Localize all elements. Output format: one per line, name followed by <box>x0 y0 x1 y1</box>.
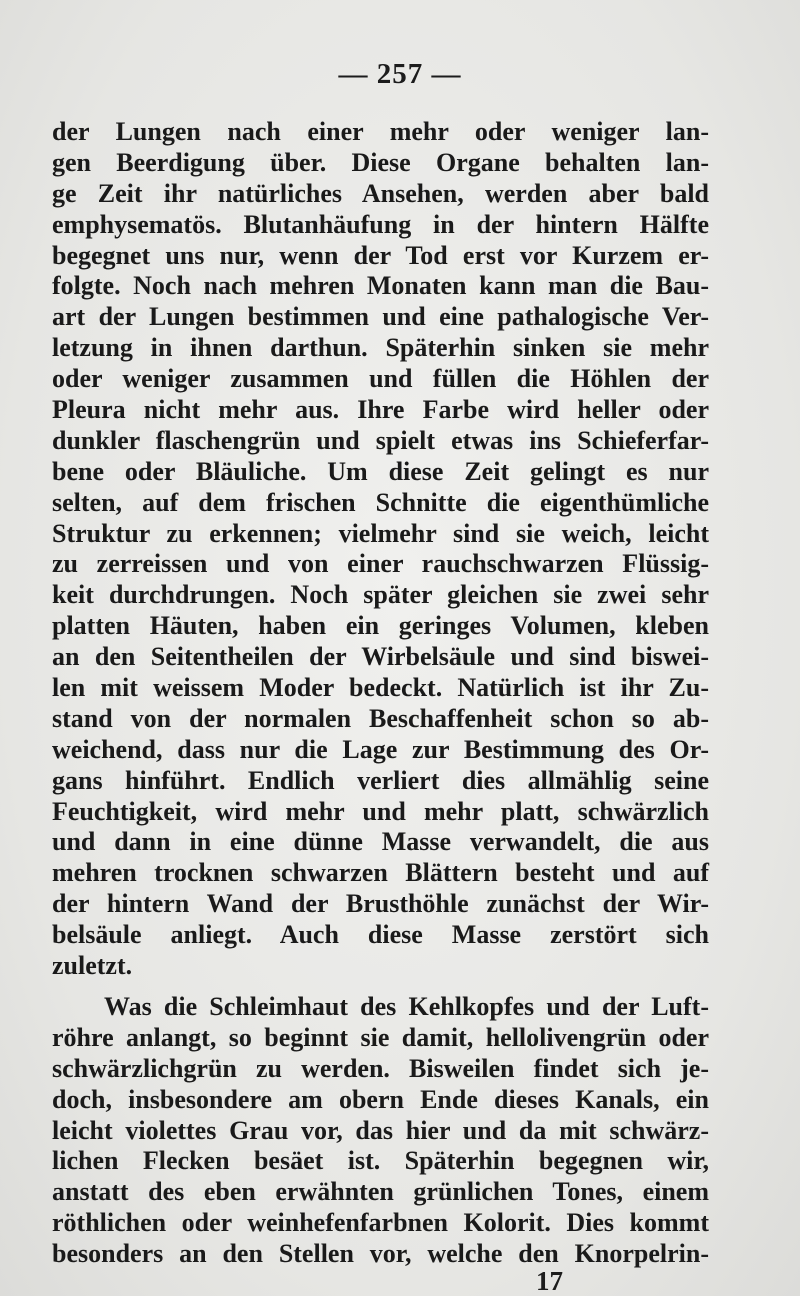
paragraph-1 <box>52 117 709 982</box>
text-line: dunkler flaschengrün und spielt etwas ins Schieferfar- <box>52 425 709 455</box>
text-line: oder weniger zusammen und füllen die Höhlen der <box>52 364 709 394</box>
text-line: letzung in ihnen darthun. Späterhin sinken sie mehr <box>52 333 709 363</box>
page-number: — 257 — <box>338 58 462 90</box>
text-line: Struktur zu erkennen; vielmehr sind sie weich, leicht <box>52 518 709 548</box>
text-line: begegnet uns nur, wenn der Tod erst vor Kurzem er- <box>52 240 709 270</box>
text-line: an den Seitentheilen der Wirbelsäule und sind biswei- <box>52 642 709 672</box>
text-line: der Lungen nach einer mehr oder weniger lan- <box>52 117 709 146</box>
text-line: der hintern Wand der Brusthöhle zunächst der Wir- <box>52 889 709 919</box>
body-text <box>52 117 709 1270</box>
text-line: schwärzlichgrün zu werden. Bisweilen findet sich je- <box>52 1053 709 1083</box>
text-line: Feuchtigkeit, wird mehr und mehr platt, schwärzlich <box>52 796 709 826</box>
text-line: zuletzt. <box>52 951 133 981</box>
text-line: platten Häuten, haben ein geringes Volumen, kleben <box>52 611 709 641</box>
text-line: besonders an den Stellen vor, welche den Knorpelrin- <box>52 1239 709 1269</box>
text-line: weichend, dass nur die Lage zur Bestimmung des Or- <box>52 734 709 764</box>
text-line: zu zerreissen und von einer rauchschwarzen Flüssig- <box>52 549 709 579</box>
text-line: röthlichen oder weinhefenfarbnen Kolorit. Dies kommt <box>52 1208 709 1238</box>
text-line: Pleura nicht mehr aus. Ihre Farbe wird heller oder <box>52 395 709 425</box>
text-line: art der Lungen bestimmen und eine pathalogische Ver- <box>52 302 709 332</box>
text-line: bene oder Bläuliche. Um diese Zeit gelingt es nur <box>52 456 709 486</box>
text-line: len mit weissem Moder bedeckt. Natürlich ist ihr Zu- <box>52 673 709 703</box>
text-line: folgte. Noch nach mehren Monaten kann man die Bau- <box>52 271 709 301</box>
signature-mark: 17 <box>536 1266 563 1296</box>
text-line: leicht violettes Grau vor, das hier und da mit schwärz- <box>52 1115 709 1145</box>
paragraph-2 <box>52 992 709 1270</box>
text-line: belsäule anliegt. Auch diese Masse zerstört sich <box>52 920 709 950</box>
text-line: doch, insbesondere am obern Ende dieses Kanals, ein <box>52 1084 709 1114</box>
text-line: emphysematös. Blutanhäufung in der hintern Hälfte <box>52 209 709 239</box>
text-line: mehren trocknen schwarzen Blättern besteht und auf <box>52 858 709 888</box>
text-line: keit durchdrungen. Noch später gleichen sie zwei sehr <box>52 580 709 610</box>
text-line: gans hinführt. Endlich verliert dies allmählig seine <box>52 765 709 795</box>
text-line: gen Beerdigung über. Diese Organe behalten lan- <box>52 147 709 177</box>
text-line: und dann in eine dünne Masse verwandelt, die aus <box>52 827 709 857</box>
text-line: anstatt des eben erwähnten grünlichen Tones, einem <box>52 1177 709 1207</box>
paragraph-gap <box>52 982 709 992</box>
text-line: lichen Flecken besäet ist. Späterhin begegnen wir, <box>52 1146 709 1176</box>
text-line: selten, auf dem frischen Schnitte die eigenthümliche <box>52 487 709 517</box>
text-line: stand von der normalen Beschaffenheit schon so ab- <box>52 703 709 733</box>
text-line: röhre anlangt, so beginnt sie damit, hellolivengrün oder <box>52 1022 709 1052</box>
text-line: ge Zeit ihr natürliches Ansehen, werden aber bald <box>52 178 709 208</box>
text-line: Was die Schleimhaut des Kehlkopfes und der Luft- <box>104 991 709 1021</box>
